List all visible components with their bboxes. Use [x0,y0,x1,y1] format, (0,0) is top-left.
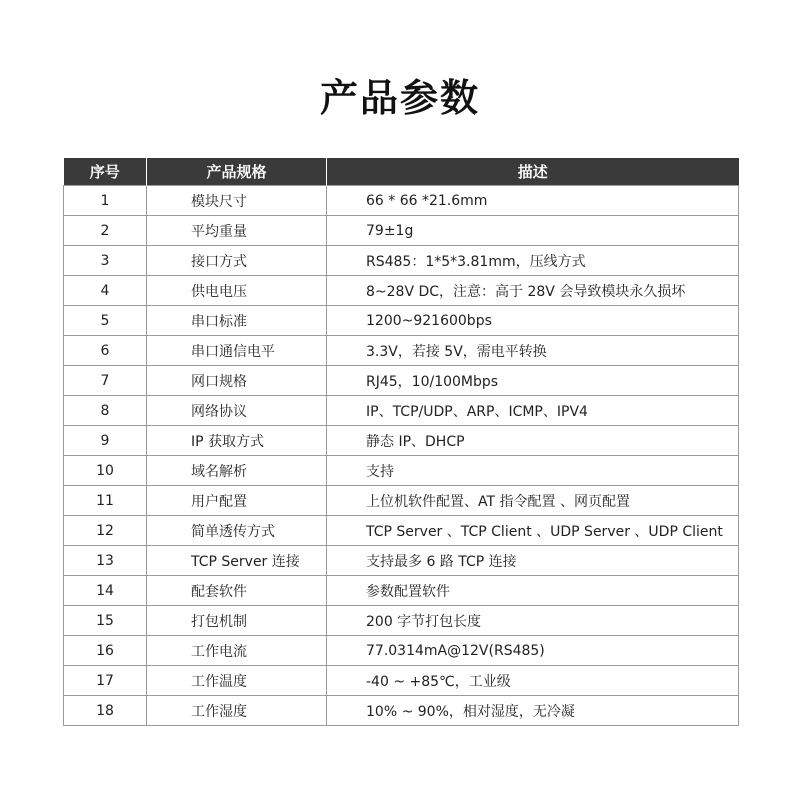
row-description: RJ45，10/100Mbps [327,366,739,396]
row-index: 13 [64,546,147,576]
table-row [64,546,739,576]
table-header-row [64,158,739,186]
table-body [64,186,739,726]
table-row [64,246,739,276]
row-index: 9 [64,426,147,456]
row-index: 8 [64,396,147,426]
row-description: RS485：1*5*3.81mm，压线方式 [327,246,739,276]
table-row [64,426,739,456]
row-index: 1 [64,186,147,216]
table-row [64,456,739,486]
row-description: 79±1g [327,216,739,246]
row-index: 7 [64,366,147,396]
row-spec: 模块尺寸 [147,186,327,216]
row-spec: 工作湿度 [147,696,327,726]
table-row [64,186,739,216]
row-spec: 平均重量 [147,216,327,246]
spec-table [63,158,739,726]
row-spec: 串口标准 [147,306,327,336]
table-row [64,306,739,336]
row-spec: 用户配置 [147,486,327,516]
row-spec: TCP Server 连接 [147,546,327,576]
row-description: 77.0314mA@12V(RS485) [327,636,739,666]
row-index: 3 [64,246,147,276]
row-description: -40 ~ +85℃，工业级 [327,666,739,696]
table-row [64,276,739,306]
row-index: 16 [64,636,147,666]
table-row [64,336,739,366]
row-spec: 供电电压 [147,276,327,306]
row-description: 支持最多 6 路 TCP 连接 [327,546,739,576]
table-row [64,486,739,516]
row-spec: 网口规格 [147,366,327,396]
row-description: 200 字节打包长度 [327,606,739,636]
row-description: 支持 [327,456,739,486]
row-index: 11 [64,486,147,516]
row-index: 2 [64,216,147,246]
row-spec: 简单透传方式 [147,516,327,546]
row-spec: 域名解析 [147,456,327,486]
row-spec: 串口通信电平 [147,336,327,366]
row-description: 66 * 66 *21.6mm [327,186,739,216]
row-spec: 打包机制 [147,606,327,636]
row-spec: 工作温度 [147,666,327,696]
row-description: 3.3V，若接 5V，需电平转换 [327,336,739,366]
row-description: IP、TCP/UDP、ARP、ICMP、IPV4 [327,396,739,426]
row-description: 8~28V DC，注意：高于 28V 会导致模块永久损坏 [327,276,739,306]
row-index: 4 [64,276,147,306]
table-row [64,696,739,726]
row-description: 上位机软件配置、AT 指令配置 、网页配置 [327,486,739,516]
row-index: 17 [64,666,147,696]
row-description: 静态 IP、DHCP [327,426,739,456]
row-index: 12 [64,516,147,546]
row-spec: 工作电流 [147,636,327,666]
row-index: 15 [64,606,147,636]
table-row [64,366,739,396]
row-spec: IP 获取方式 [147,426,327,456]
row-index: 6 [64,336,147,366]
row-spec: 接口方式 [147,246,327,276]
table-row [64,576,739,606]
row-index: 14 [64,576,147,606]
row-description: 1200~921600bps [327,306,739,336]
header-description: 描述 [327,158,739,186]
table-row [64,516,739,546]
row-description: 10% ~ 90%，相对湿度，无冷凝 [327,696,739,726]
table-row [64,666,739,696]
row-spec: 配套软件 [147,576,327,606]
row-description: 参数配置软件 [327,576,739,606]
row-index: 5 [64,306,147,336]
row-spec: 网络协议 [147,396,327,426]
table-row [64,216,739,246]
page-title: 产品参数 [319,76,480,120]
row-index: 10 [64,456,147,486]
table-row [64,606,739,636]
header-index: 序号 [64,158,147,186]
header-spec: 产品规格 [147,158,327,186]
row-description: TCP Server 、TCP Client 、UDP Server 、UDP Client [327,516,739,546]
table-row [64,396,739,426]
row-index: 18 [64,696,147,726]
table-row [64,636,739,666]
